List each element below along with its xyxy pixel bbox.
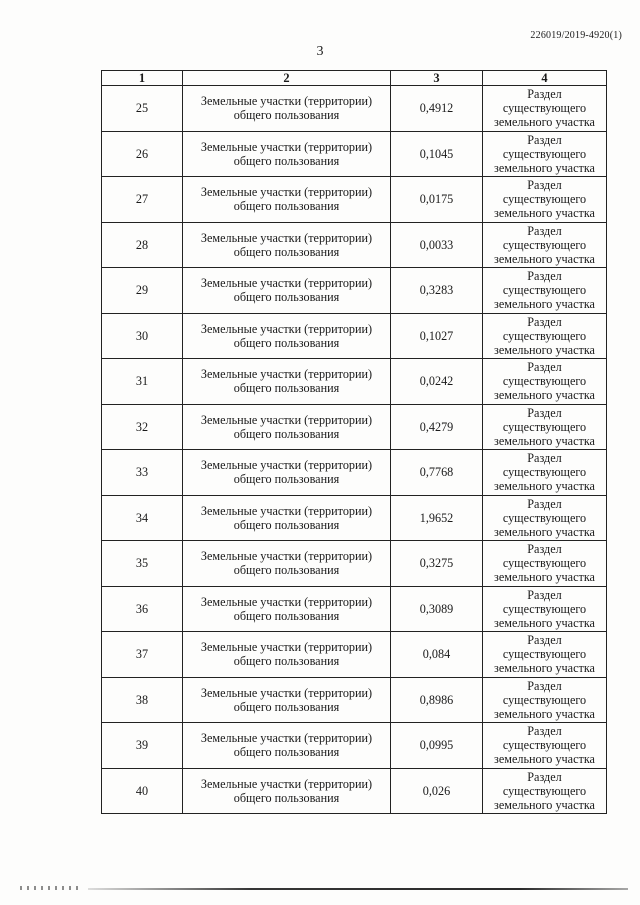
cell-parcel-name: Земельные участки (территории) общего пользования: [183, 313, 391, 359]
cell-parcel-name: Земельные участки (территории) общего пользования: [183, 404, 391, 450]
cell-number: 37: [102, 632, 183, 678]
cell-parcel-name: Земельные участки (территории) общего пользования: [183, 86, 391, 132]
scan-artifact-dots: [20, 886, 80, 890]
cell-parcel-name: Земельные участки (территории) общего пользования: [183, 222, 391, 268]
cell-area: 0,7768: [391, 450, 483, 496]
cell-area: 0,1045: [391, 131, 483, 177]
cell-formation-method: Раздел существующего земельного участка: [483, 541, 607, 587]
column-header-4: 4: [483, 71, 607, 86]
cell-formation-method: Раздел существующего земельного участка: [483, 86, 607, 132]
cell-area: 0,4279: [391, 404, 483, 450]
cell-number: 33: [102, 450, 183, 496]
cell-formation-method: Раздел существующего земельного участка: [483, 404, 607, 450]
table-body: [102, 86, 607, 814]
cell-number: 38: [102, 677, 183, 723]
cell-area: 0,3089: [391, 586, 483, 632]
cell-number: 29: [102, 268, 183, 314]
table-row: [102, 723, 607, 769]
cell-formation-method: Раздел существующего земельного участка: [483, 222, 607, 268]
cell-area: 0,1027: [391, 313, 483, 359]
cell-parcel-name: Земельные участки (территории) общего пользования: [183, 541, 391, 587]
cell-formation-method: Раздел существующего земельного участка: [483, 177, 607, 223]
cell-formation-method: Раздел существующего земельного участка: [483, 450, 607, 496]
table-row: [102, 222, 607, 268]
cell-parcel-name: Земельные участки (территории) общего пользования: [183, 586, 391, 632]
table-row: [102, 404, 607, 450]
cell-area: 0,3283: [391, 268, 483, 314]
cell-parcel-name: Земельные участки (территории) общего пользования: [183, 131, 391, 177]
cell-area: 0,026: [391, 768, 483, 814]
cell-number: 27: [102, 177, 183, 223]
cell-number: 36: [102, 586, 183, 632]
table-row: [102, 359, 607, 405]
cell-area: 0,084: [391, 632, 483, 678]
cell-parcel-name: Земельные участки (территории) общего пользования: [183, 495, 391, 541]
cell-formation-method: Раздел существующего земельного участка: [483, 768, 607, 814]
cell-formation-method: Раздел существующего земельного участка: [483, 359, 607, 405]
cell-area: 0,0175: [391, 177, 483, 223]
cell-number: 32: [102, 404, 183, 450]
table-row: [102, 86, 607, 132]
column-header-2: 2: [183, 71, 391, 86]
cell-parcel-name: Земельные участки (территории) общего пользования: [183, 268, 391, 314]
cell-formation-method: Раздел существующего земельного участка: [483, 632, 607, 678]
cell-number: 31: [102, 359, 183, 405]
cell-formation-method: Раздел существующего земельного участка: [483, 268, 607, 314]
column-header-3: 3: [391, 71, 483, 86]
parcels-table: [101, 70, 607, 814]
table-row: [102, 313, 607, 359]
cell-formation-method: Раздел существующего земельного участка: [483, 723, 607, 769]
document-id: 226019/2019-4920(1): [530, 30, 622, 41]
cell-number: 25: [102, 86, 183, 132]
table-row: [102, 268, 607, 314]
cell-area: 0,0242: [391, 359, 483, 405]
cell-formation-method: Раздел существующего земельного участка: [483, 677, 607, 723]
column-header-1: 1: [102, 71, 183, 86]
cell-parcel-name: Земельные участки (территории) общего пользования: [183, 677, 391, 723]
table-row: [102, 541, 607, 587]
cell-parcel-name: Земельные участки (территории) общего пользования: [183, 632, 391, 678]
cell-area: 1,9652: [391, 495, 483, 541]
cell-parcel-name: Земельные участки (территории) общего пользования: [183, 450, 391, 496]
table-row: [102, 768, 607, 814]
cell-parcel-name: Земельные участки (территории) общего пользования: [183, 359, 391, 405]
table-row: [102, 495, 607, 541]
cell-parcel-name: Земельные участки (территории) общего пользования: [183, 723, 391, 769]
cell-number: 28: [102, 222, 183, 268]
scan-artifact-line: [88, 888, 628, 890]
cell-area: 0,4912: [391, 86, 483, 132]
cell-formation-method: Раздел существующего земельного участка: [483, 313, 607, 359]
cell-number: 26: [102, 131, 183, 177]
table-row: [102, 177, 607, 223]
cell-formation-method: Раздел существующего земельного участка: [483, 131, 607, 177]
cell-number: 34: [102, 495, 183, 541]
cell-parcel-name: Земельные участки (территории) общего пользования: [183, 768, 391, 814]
table-header-row: [102, 71, 607, 86]
table-row: [102, 131, 607, 177]
cell-area: 0,3275: [391, 541, 483, 587]
cell-parcel-name: Земельные участки (территории) общего пользования: [183, 177, 391, 223]
table-row: [102, 632, 607, 678]
cell-number: 30: [102, 313, 183, 359]
page-number: 3: [316, 44, 324, 59]
cell-number: 35: [102, 541, 183, 587]
cell-area: 0,0995: [391, 723, 483, 769]
table-row: [102, 677, 607, 723]
cell-area: 0,8986: [391, 677, 483, 723]
cell-area: 0,0033: [391, 222, 483, 268]
cell-number: 39: [102, 723, 183, 769]
cell-number: 40: [102, 768, 183, 814]
cell-formation-method: Раздел существующего земельного участка: [483, 495, 607, 541]
cell-formation-method: Раздел существующего земельного участка: [483, 586, 607, 632]
table-row: [102, 586, 607, 632]
table-row: [102, 450, 607, 496]
